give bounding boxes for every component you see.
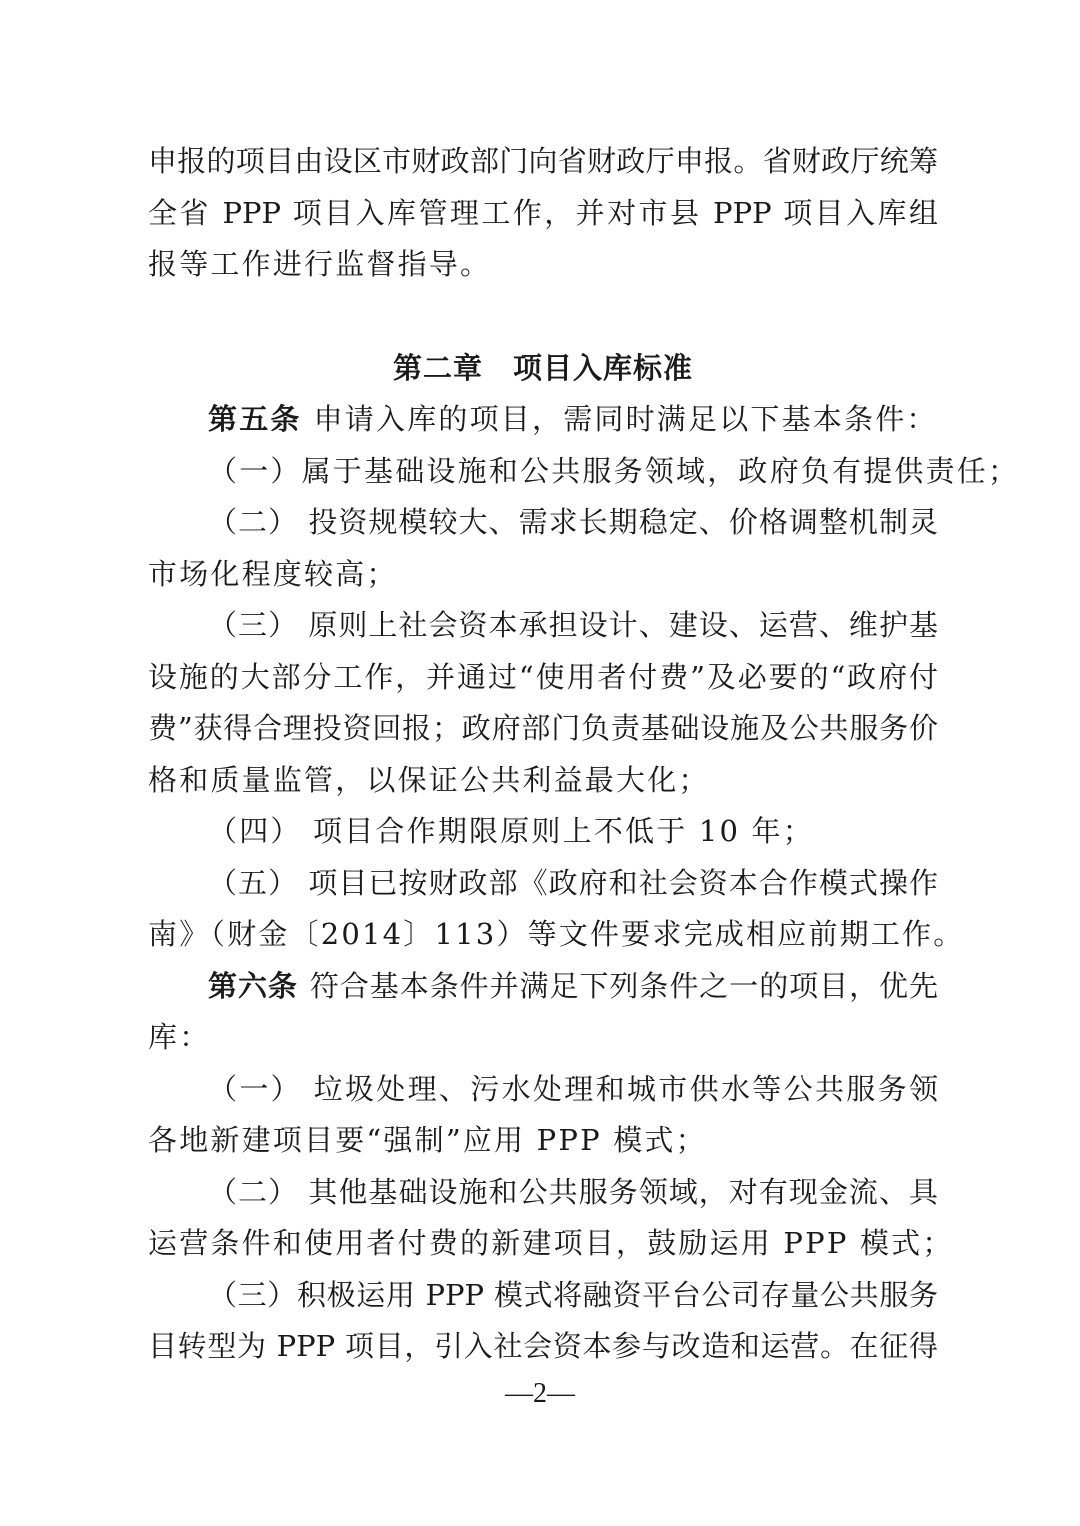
- article-5-item-5-cont: 南》（财金〔2014〕113）等文件要求完成相应前期工作。: [148, 917, 965, 951]
- paragraph-line: 申报的项目由设区市财政部门向省财政厅申报。省财政厅统筹: [148, 144, 938, 178]
- article-5-item-3: （三） 原则上社会资本承担设计、建设、运营、维护基: [208, 608, 938, 642]
- article-5-text: 申请入库的项目，需同时满足以下基本条件：: [313, 402, 938, 436]
- spacer: [148, 291, 938, 343]
- article-5-item-3-cont: 设施的大部分工作，并通过“使用者付费”及必要的“政府付: [148, 659, 938, 694]
- chapter-number: 第二章: [392, 350, 483, 385]
- article-5-item-5: （五） 项目已按财政部《政府和社会资本合作模式操作: [208, 865, 938, 900]
- article-6-item-2-cont: 运营条件和使用者付费的新建项目，鼓励运用 PPP 模式；: [148, 1226, 954, 1260]
- article-6-line: [148, 961, 938, 1013]
- article-6-item-2: （二） 其他基础设施和公共服务领域，对有现金流、具: [208, 1174, 938, 1209]
- article-5-item-2: （二） 投资规模较大、需求长期稳定、价格调整机制灵: [208, 505, 938, 539]
- article-5-item-3-cont: 费”获得合理投资回报；政府部门负责基础设施及公共服务价: [148, 711, 938, 745]
- paragraph-line: 全省 PPP 项目入库管理工作，并对市县 PPP 项目入库组: [148, 195, 938, 230]
- article-5-item-3-cont: 格和质量监管，以保证公共利益最大化；: [148, 762, 710, 797]
- article-6-item-1: （一） 垃圾处理、污水处理和城市供水等公共服务领: [208, 1071, 938, 1106]
- article-5-item-2-cont: 市场化程度较高；: [148, 556, 398, 591]
- document-body: [148, 136, 1020, 1373]
- article-5-item-4: （四） 项目合作期限原则上不低于 10 年；: [208, 814, 814, 848]
- article-6-item-3: （三）积极运用 PPP 模式将融资平台公司存量公共服务: [208, 1277, 938, 1312]
- article-6-item-1-cont: 各地新建项目要“强制”应用 PPP 模式；: [148, 1123, 707, 1157]
- paragraph-line: 报等工作进行监督指导。: [148, 247, 492, 281]
- article-6-head: 第六条: [208, 968, 298, 1003]
- chapter-title: 项目入库标准: [513, 350, 694, 385]
- article-5-head: 第五条: [208, 402, 302, 436]
- article-5-item-1: （一）属于基础设施和公共服务领域，政府负有提供责任；: [208, 453, 1020, 488]
- article-6-item-3-cont: 目转型为 PPP 项目，引入社会资本参与改造和运营。在征得: [148, 1329, 938, 1363]
- page-number: —2—: [505, 1378, 575, 1409]
- chapter-heading: [148, 343, 938, 395]
- article-6-text: 符合基本条件并满足下列条件之一的项目，优先: [309, 968, 938, 1003]
- article-5-line: [148, 394, 938, 446]
- article-6-text-cont: 库：: [148, 1020, 211, 1054]
